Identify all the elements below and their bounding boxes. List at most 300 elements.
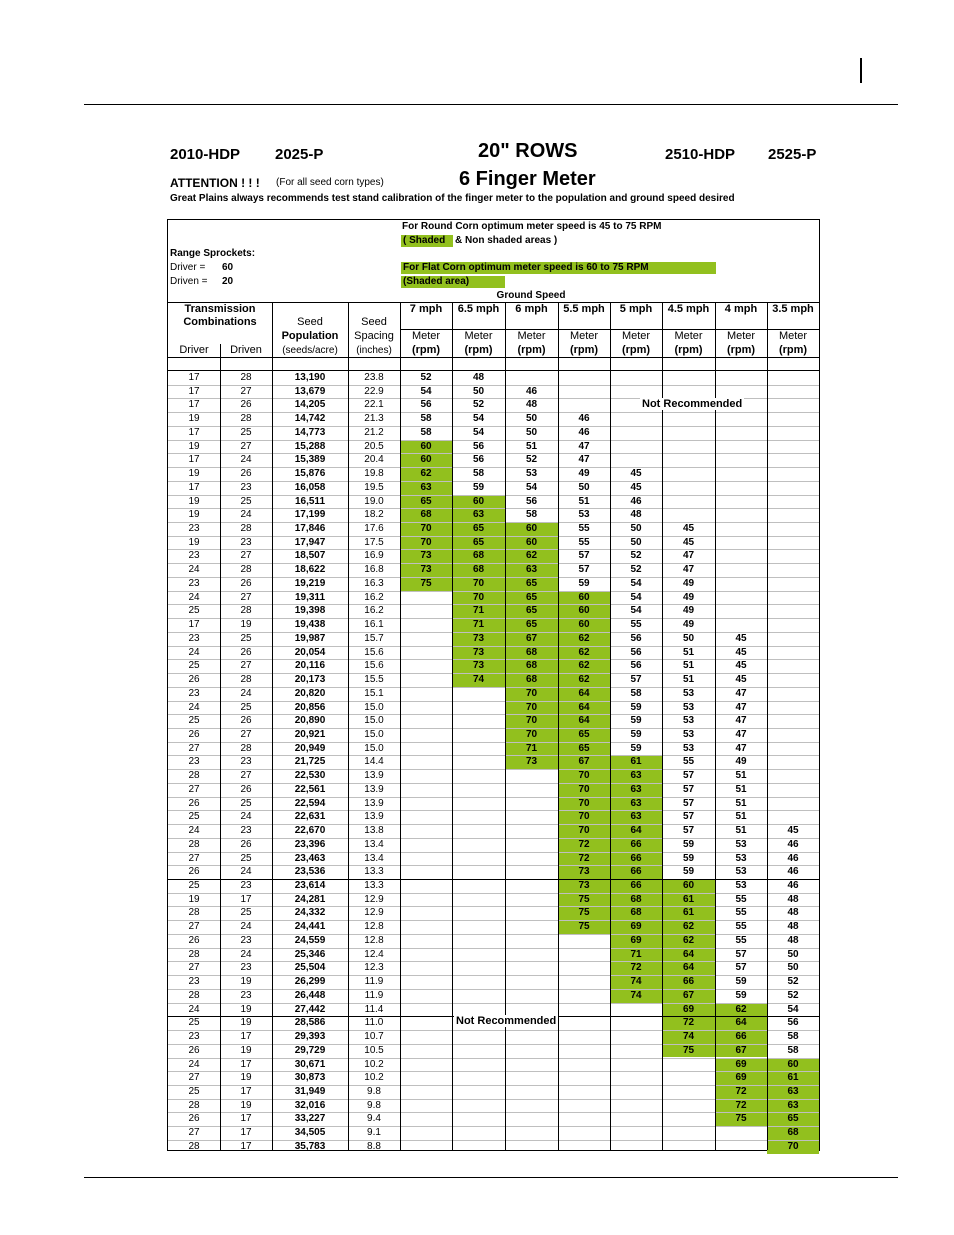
cell-meter-rpm: 64 — [578, 701, 590, 713]
cell-meter-rpm: 73 — [525, 756, 538, 768]
table-row — [168, 961, 819, 975]
cell-meter-rpm: 73 — [420, 550, 432, 562]
cell-spacing: 16.2 — [364, 605, 384, 617]
rpm-header: (rpm) — [517, 344, 546, 356]
cell-meter-rpm: 54 — [787, 1003, 799, 1015]
cell-population: 19,987 — [294, 632, 326, 644]
cell-meter-rpm: 53 — [735, 852, 747, 864]
table-row — [168, 906, 819, 920]
cell-meter-rpm: 47 — [735, 728, 747, 740]
cell-driven: 17 — [240, 1140, 252, 1152]
cell-meter-rpm: 70 — [578, 770, 590, 782]
cell-driver: 27 — [188, 921, 200, 933]
meter-header: Meter — [621, 330, 651, 342]
cell-population: 23,536 — [294, 866, 326, 878]
cell-driver: 19 — [188, 468, 200, 480]
cell-meter-rpm: 46 — [787, 852, 799, 864]
cell-meter-rpm: 65 — [472, 536, 485, 548]
cell-population: 20,921 — [294, 728, 326, 740]
table-row — [168, 824, 819, 838]
cell-meter-rpm: 52 — [525, 454, 538, 466]
cell-meter-rpm: 69 — [682, 1003, 695, 1015]
range-sprockets-title: Range Sprockets: — [170, 248, 256, 259]
cell-driven: 27 — [240, 591, 252, 603]
cell-meter-rpm: 73 — [472, 646, 485, 658]
cell-meter-rpm: 66 — [630, 852, 642, 864]
cell-driven: 26 — [240, 577, 252, 589]
recommendation-text: Great Plains always recommends test stand calibration of the finger meter to the population and ground speed desired — [170, 193, 735, 204]
cell-meter-rpm: 45 — [630, 468, 642, 480]
cell-meter-rpm: 60 — [787, 1058, 799, 1070]
cell-meter-rpm: 58 — [787, 1031, 799, 1043]
cell-meter-rpm: 65 — [578, 742, 590, 754]
cell-meter-rpm: 53 — [682, 715, 695, 727]
cell-spacing: 17.5 — [364, 536, 384, 548]
cell-spacing: 15.5 — [364, 674, 384, 686]
cell-meter-rpm: 69 — [630, 934, 642, 946]
cell-population: 14,742 — [294, 413, 326, 425]
cell-population: 25,346 — [294, 948, 326, 960]
cell-driven: 24 — [240, 811, 252, 823]
cell-population: 23,396 — [294, 838, 326, 850]
cell-meter-rpm: 50 — [682, 632, 695, 644]
cell-meter-rpm: 63 — [787, 1085, 799, 1097]
cell-driver: 28 — [188, 989, 200, 1001]
cell-population: 27,442 — [294, 1003, 326, 1015]
cell-driven: 27 — [240, 440, 252, 452]
cell-meter-rpm: 67 — [735, 1044, 747, 1056]
cell-driven: 24 — [240, 454, 252, 466]
cell-meter-rpm: 57 — [578, 550, 590, 562]
cell-meter-rpm: 72 — [578, 852, 590, 864]
meter-speed-chart — [167, 219, 820, 1151]
cell-meter-rpm: 75 — [578, 893, 590, 905]
rpm-header: (rpm) — [411, 344, 441, 356]
cell-driver: 25 — [188, 1017, 200, 1029]
cell-driven: 19 — [240, 1003, 252, 1015]
cell-population: 33,227 — [294, 1113, 326, 1125]
cell-population: 31,949 — [294, 1085, 326, 1097]
cell-meter-rpm: 57 — [682, 825, 695, 837]
cell-meter-rpm: 53 — [578, 509, 590, 521]
cell-driven: 23 — [240, 536, 252, 548]
table-row — [168, 1058, 819, 1072]
table-row — [168, 659, 819, 673]
table-row — [168, 714, 819, 728]
cell-meter-rpm: 49 — [578, 468, 590, 480]
cell-population: 22,670 — [294, 825, 326, 837]
cell-meter-rpm: 54 — [472, 426, 485, 438]
cell-meter-rpm: 68 — [787, 1127, 799, 1139]
cell-meter-rpm: 75 — [682, 1044, 695, 1056]
cell-driver: 23 — [188, 687, 200, 699]
cell-meter-rpm: 46 — [630, 495, 642, 507]
cell-meter-rpm: 56 — [472, 440, 485, 452]
cell-spacing: 22.1 — [364, 399, 384, 411]
cell-driven: 27 — [240, 660, 252, 672]
table-row — [168, 591, 819, 605]
table-row — [168, 1099, 819, 1113]
cell-driven: 27 — [240, 385, 252, 397]
meter-header: Meter — [726, 330, 756, 342]
cell-meter-rpm: 74 — [472, 674, 485, 686]
meter-header: Meter — [517, 330, 546, 342]
cell-meter-rpm: 46 — [787, 880, 799, 891]
cell-meter-rpm: 59 — [682, 852, 695, 864]
header-line — [168, 357, 819, 358]
cell-meter-rpm: 69 — [735, 1072, 747, 1084]
cell-meter-rpm: 57 — [682, 783, 695, 795]
cell-driven: 25 — [240, 426, 252, 438]
cell-meter-rpm: 51 — [735, 797, 747, 809]
cell-driven: 25 — [240, 797, 252, 809]
cell-meter-rpm: 62 — [682, 921, 695, 933]
cell-population: 25,504 — [294, 962, 326, 974]
cell-population: 20,173 — [294, 674, 326, 686]
cell-driver: 25 — [188, 715, 200, 727]
cell-population: 34,505 — [294, 1127, 326, 1139]
cell-driven: 17 — [240, 1031, 252, 1043]
cell-spacing: 10.2 — [364, 1072, 384, 1084]
cell-population: 24,332 — [294, 907, 326, 919]
cell-meter-rpm: 47 — [735, 687, 747, 699]
cell-meter-rpm: 47 — [735, 701, 747, 713]
cell-spacing: 11.9 — [364, 989, 384, 1001]
table-row — [168, 701, 819, 715]
cell-meter-rpm: 60 — [525, 536, 538, 548]
seeds-acre-header: (seeds/acre) — [282, 345, 338, 356]
table-row — [168, 1044, 819, 1058]
cell-meter-rpm: 68 — [472, 564, 485, 576]
table-row — [168, 852, 819, 866]
table-row — [168, 838, 819, 852]
cell-driven: 25 — [240, 701, 252, 713]
header-line — [168, 302, 400, 303]
cell-meter-rpm: 53 — [682, 687, 695, 699]
cell-driver: 19 — [188, 413, 200, 425]
cell-meter-rpm: 66 — [682, 976, 695, 988]
cell-meter-rpm: 74 — [682, 1031, 695, 1043]
cell-meter-rpm: 70 — [578, 797, 590, 809]
cell-driven: 17 — [240, 893, 252, 905]
cell-meter-rpm: 54 — [420, 385, 432, 397]
cell-driver: 27 — [188, 1127, 200, 1139]
model-2510-hdp: 2510-HDP — [665, 146, 736, 163]
cell-driven: 26 — [240, 646, 252, 658]
cell-population: 22,530 — [294, 770, 326, 782]
cell-meter-rpm: 58 — [630, 687, 642, 699]
cell-meter-rpm: 53 — [682, 742, 695, 754]
cell-meter-rpm: 66 — [735, 1031, 747, 1043]
cell-meter-rpm: 75 — [735, 1113, 747, 1125]
cell-meter-rpm: 45 — [682, 523, 695, 535]
cell-driven: 23 — [240, 934, 252, 946]
cell-driven: 24 — [240, 687, 252, 699]
cell-meter-rpm: 48 — [630, 509, 642, 521]
cell-meter-rpm: 56 — [525, 495, 538, 507]
cell-meter-rpm: 75 — [578, 921, 590, 933]
meter-header: Meter — [778, 330, 808, 342]
cell-driven: 23 — [240, 825, 252, 837]
cell-meter-rpm: 46 — [578, 426, 590, 438]
cell-driver: 19 — [188, 495, 200, 507]
cell-meter-rpm: 67 — [578, 756, 590, 768]
cell-meter-rpm: 65 — [472, 523, 485, 535]
table-row — [168, 632, 819, 646]
cell-meter-rpm: 61 — [682, 893, 695, 905]
cell-meter-rpm: 68 — [472, 550, 485, 562]
cell-spacing: 12.9 — [364, 893, 384, 905]
cell-meter-rpm: 47 — [735, 715, 747, 727]
cell-meter-rpm: 63 — [420, 481, 432, 493]
cell-spacing: 11.4 — [364, 1003, 384, 1015]
rpm-header: (rpm) — [464, 344, 493, 356]
cell-driver: 25 — [188, 811, 200, 823]
table-row — [168, 975, 819, 989]
cell-driver: 19 — [188, 893, 200, 905]
cell-population: 14,205 — [294, 399, 326, 411]
cell-driver: 24 — [188, 1058, 200, 1070]
cell-spacing: 10.7 — [364, 1031, 384, 1043]
driven-label: Driven = — [170, 276, 208, 287]
page-subtitle: 6 Finger Meter — [459, 168, 596, 190]
cell-meter-rpm: 62 — [682, 934, 695, 946]
cell-driven: 28 — [240, 523, 252, 535]
cell-meter-rpm: 68 — [525, 660, 538, 672]
cell-driven: 28 — [240, 564, 252, 576]
cell-meter-rpm: 55 — [735, 907, 747, 919]
cell-population: 23,614 — [294, 880, 326, 891]
cell-meter-rpm: 70 — [420, 536, 432, 548]
shaded-legend-label: ( Shaded — [403, 235, 446, 246]
cell-spacing: 15.0 — [364, 715, 384, 727]
table-row — [168, 440, 819, 454]
driver-label: Driver = — [170, 262, 206, 273]
ground-speed-header: Ground Speed — [496, 290, 566, 301]
cell-spacing: 12.8 — [364, 934, 384, 946]
cell-spacing: 15.1 — [364, 687, 384, 699]
cell-meter-rpm: 45 — [735, 674, 747, 686]
cell-driver: 24 — [188, 701, 200, 713]
cell-spacing: 9.1 — [367, 1127, 381, 1139]
cell-driven: 17 — [240, 1085, 252, 1097]
cell-population: 26,299 — [294, 976, 326, 988]
cell-spacing: 20.4 — [364, 454, 384, 466]
cell-spacing: 13.3 — [364, 866, 384, 878]
rpm-header: (rpm) — [726, 344, 756, 356]
cell-spacing: 12.4 — [364, 948, 384, 960]
speed-header: 4.5 mph — [667, 303, 710, 315]
cell-meter-rpm: 70 — [420, 523, 432, 535]
cell-population: 20,890 — [294, 715, 326, 727]
cell-meter-rpm: 72 — [735, 1085, 747, 1097]
cell-meter-rpm: 45 — [735, 660, 747, 672]
cell-driver: 26 — [188, 728, 200, 740]
cell-population: 16,511 — [294, 495, 326, 507]
cell-meter-rpm: 53 — [682, 701, 695, 713]
cell-meter-rpm: 52 — [787, 989, 799, 1001]
cell-meter-rpm: 73 — [578, 866, 590, 878]
cell-meter-rpm: 54 — [525, 481, 538, 493]
table-row — [168, 1071, 819, 1085]
cell-meter-rpm: 63 — [630, 811, 642, 823]
cell-driver: 27 — [188, 852, 200, 864]
cell-meter-rpm: 55 — [735, 934, 747, 946]
cell-meter-rpm: 64 — [630, 825, 642, 837]
cell-meter-rpm: 63 — [787, 1099, 799, 1111]
nonshaded-legend-label: & Non shaded areas ) — [455, 235, 558, 246]
cell-driver: 23 — [188, 756, 200, 768]
cell-driver: 25 — [188, 660, 200, 672]
cell-spacing: 9.8 — [367, 1099, 381, 1111]
cell-spacing: 13.4 — [364, 852, 384, 864]
table-row — [168, 1085, 819, 1099]
cell-meter-rpm: 51 — [682, 674, 695, 686]
model-2025-p: 2025-P — [275, 146, 324, 163]
cell-driver: 23 — [188, 550, 200, 562]
cell-meter-rpm: 47 — [682, 564, 695, 576]
cell-driver: 23 — [188, 523, 200, 535]
meter-header: Meter — [464, 330, 493, 342]
cell-driven: 17 — [240, 1113, 252, 1125]
cell-meter-rpm: 51 — [735, 783, 747, 795]
cell-meter-rpm: 52 — [630, 564, 642, 576]
cell-meter-rpm: 64 — [578, 687, 590, 699]
inches-header: (inches) — [356, 345, 392, 356]
table-row — [168, 426, 819, 440]
cell-spacing: 23.8 — [364, 372, 384, 383]
cell-meter-rpm: 59 — [682, 866, 695, 878]
speed-header: 4 mph — [724, 303, 758, 315]
cell-driven: 26 — [240, 838, 252, 850]
cell-population: 20,054 — [294, 646, 326, 658]
cell-meter-rpm: 53 — [735, 880, 747, 891]
cell-meter-rpm: 50 — [787, 962, 799, 974]
cell-driver: 23 — [188, 1031, 200, 1043]
cell-driven: 25 — [240, 495, 252, 507]
cell-meter-rpm: 57 — [735, 948, 747, 960]
cell-driven: 24 — [240, 866, 252, 878]
cell-meter-rpm: 60 — [578, 591, 590, 603]
table-row — [168, 508, 819, 522]
cell-meter-rpm: 45 — [735, 646, 747, 658]
cell-population: 21,725 — [294, 756, 326, 768]
cell-spacing: 11.9 — [364, 976, 384, 988]
table-row — [168, 563, 819, 577]
cell-meter-rpm: 51 — [735, 770, 747, 782]
table-row — [168, 673, 819, 687]
table-row — [168, 893, 819, 907]
cell-meter-rpm: 68 — [630, 907, 642, 919]
cell-population: 17,199 — [294, 509, 326, 521]
cell-driven: 19 — [240, 1099, 252, 1111]
cell-meter-rpm: 68 — [420, 509, 432, 521]
cell-meter-rpm: 57 — [682, 797, 695, 809]
cell-population: 15,389 — [294, 454, 326, 466]
table-row — [168, 728, 819, 742]
cell-meter-rpm: 60 — [420, 454, 432, 466]
cell-spacing: 16.3 — [364, 577, 384, 589]
cell-meter-rpm: 62 — [420, 468, 432, 480]
flat-corn-note: For Flat Corn optimum meter speed is 60 to 75 RPM — [403, 262, 649, 273]
table-row — [168, 453, 819, 467]
cell-spacing: 11.0 — [364, 1017, 384, 1029]
cell-population: 20,116 — [294, 660, 326, 672]
cell-spacing: 13.3 — [364, 880, 384, 891]
cell-population: 26,448 — [294, 989, 326, 1001]
cell-spacing: 15.6 — [364, 646, 384, 658]
cell-meter-rpm: 58 — [525, 509, 538, 521]
cell-driven: 23 — [240, 962, 252, 974]
cell-meter-rpm: 54 — [630, 605, 642, 617]
cell-population: 20,949 — [294, 742, 326, 754]
cell-driver: 27 — [188, 742, 200, 754]
cell-meter-rpm: 70 — [525, 715, 538, 727]
cell-spacing: 22.9 — [364, 385, 384, 397]
cell-driven: 28 — [240, 372, 252, 383]
cell-meter-rpm: 70 — [578, 825, 590, 837]
table-row — [168, 646, 819, 660]
cell-meter-rpm: 64 — [735, 1017, 747, 1029]
table-row — [168, 604, 819, 618]
cell-driven: 26 — [240, 783, 252, 795]
cell-meter-rpm: 70 — [525, 728, 538, 740]
cell-spacing: 21.3 — [364, 413, 384, 425]
cell-meter-rpm: 73 — [472, 632, 485, 644]
table-row — [168, 577, 819, 591]
transmission-header-2: Combinations — [183, 316, 257, 328]
cell-meter-rpm: 59 — [578, 577, 590, 589]
model-2525-p: 2525-P — [768, 146, 817, 163]
cell-population: 32,016 — [294, 1099, 326, 1111]
cell-meter-rpm: 65 — [525, 577, 538, 589]
cell-meter-rpm: 55 — [735, 893, 747, 905]
meter-header: Meter — [411, 330, 441, 342]
cell-driven: 17 — [240, 1058, 252, 1070]
cell-meter-rpm: 51 — [682, 646, 695, 658]
table-row — [168, 934, 819, 948]
cell-driven: 24 — [240, 921, 252, 933]
cell-spacing: 13.9 — [364, 811, 384, 823]
cell-spacing: 12.8 — [364, 921, 384, 933]
table-row — [168, 755, 819, 769]
cell-spacing: 16.9 — [364, 550, 384, 562]
table-row — [168, 1126, 819, 1140]
cell-meter-rpm: 57 — [682, 811, 695, 823]
cell-driven: 27 — [240, 550, 252, 562]
cell-driver: 25 — [188, 1085, 200, 1097]
cell-spacing: 17.6 — [364, 523, 384, 535]
cell-population: 28,586 — [294, 1017, 326, 1029]
cell-meter-rpm: 61 — [787, 1072, 799, 1084]
cell-population: 19,219 — [294, 577, 326, 589]
header-rule-vertical — [860, 58, 862, 83]
cell-driver: 27 — [188, 783, 200, 795]
cell-meter-rpm: 53 — [735, 838, 747, 850]
cell-driven: 25 — [240, 852, 252, 864]
cell-population: 14,773 — [294, 426, 326, 438]
cell-meter-rpm: 60 — [525, 523, 538, 535]
cell-meter-rpm: 49 — [682, 577, 695, 589]
cell-meter-rpm: 50 — [630, 536, 642, 548]
cell-spacing: 15.0 — [364, 742, 384, 754]
cell-spacing: 19.8 — [364, 468, 384, 480]
cell-driver: 28 — [188, 838, 200, 850]
table-row — [168, 742, 819, 756]
cell-spacing: 16.8 — [364, 564, 384, 576]
cell-driver: 17 — [188, 619, 200, 631]
cell-population: 35,783 — [294, 1140, 326, 1152]
